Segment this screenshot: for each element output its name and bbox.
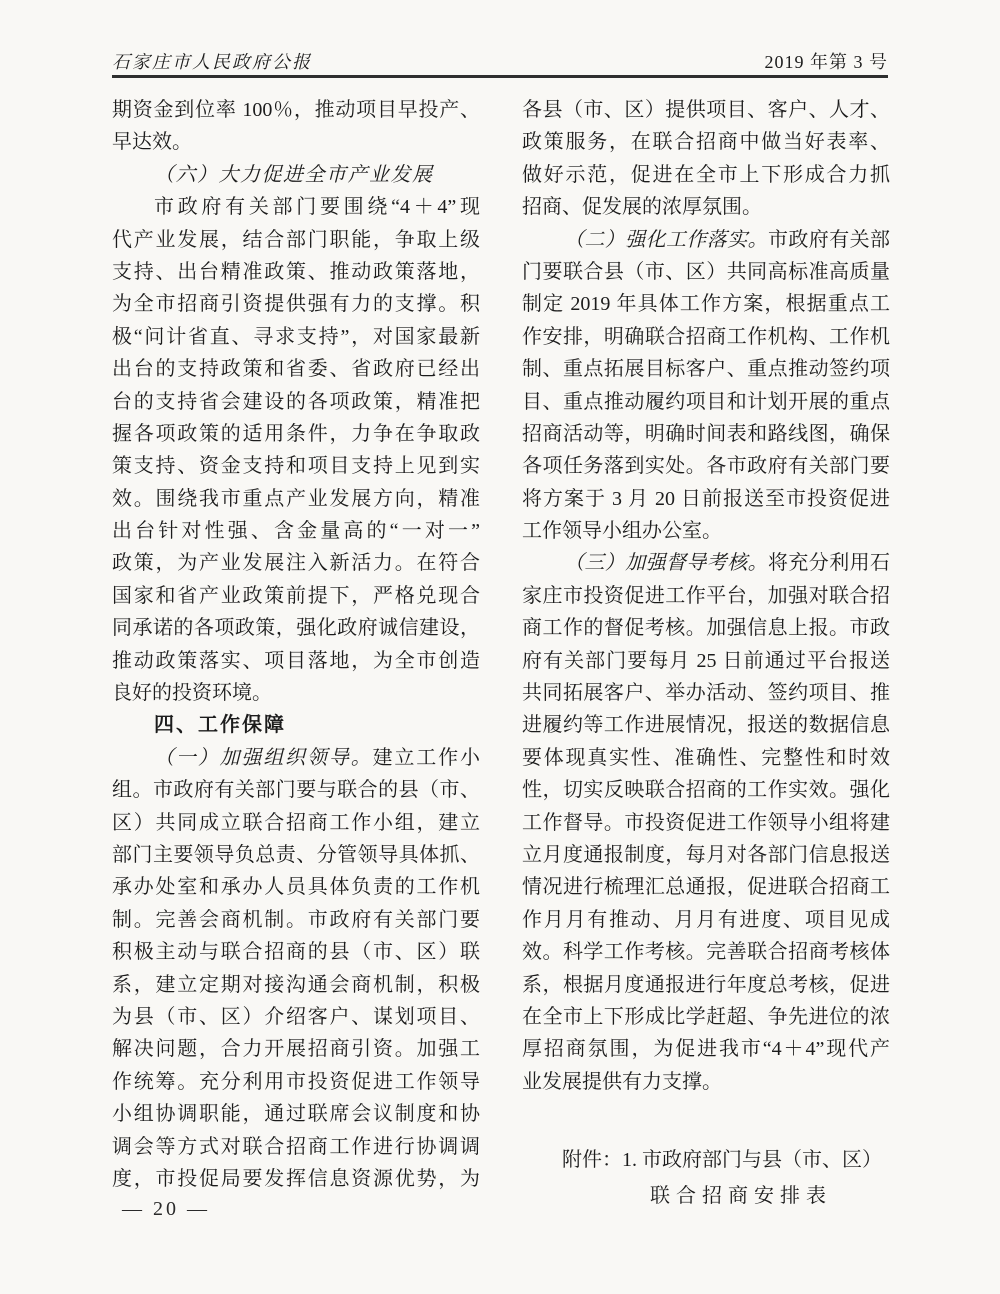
gazette-title: 石家庄市人民政府公报 — [112, 52, 312, 72]
text-run: 将方案于 3 月 20 日前报送至市投资促进 — [522, 487, 890, 510]
text-run: 出台针对性强、含金量高的“一对一” — [112, 520, 480, 543]
text-line — [522, 94, 890, 126]
text-run: 商工作的督促考核。加强信息上报。市政 — [522, 617, 890, 640]
text-run: （六）大力促进全市产业发展 — [154, 163, 434, 186]
text-run: 推动政策落实、项目落地，为全市创造 — [112, 649, 480, 672]
text-line — [522, 1178, 890, 1214]
text-run: 同承诺的各项政策，强化政府诚信建设， — [112, 617, 480, 640]
text-run: 附件：1. 市政府部门与县（市、区） — [562, 1149, 882, 1172]
text-line — [112, 742, 480, 774]
text-line — [112, 126, 480, 158]
text-run: 在全市上下形成比学赶超、争先进位的浓 — [522, 1005, 890, 1028]
text-line — [522, 353, 890, 385]
text-line — [522, 483, 890, 515]
text-run: 支持、出台精准政策、推动政策落地， — [112, 260, 480, 283]
text-line — [112, 1163, 480, 1195]
text-run: 目、重点推动履约项目和计划开展的重点 — [522, 390, 890, 413]
text-line — [112, 321, 480, 353]
text-run: 业发展提供有力支撑。 — [522, 1070, 722, 1093]
issue-number: 2019 年第 3 号 — [764, 52, 888, 72]
text-line — [112, 1033, 480, 1065]
text-line — [112, 353, 480, 385]
text-line — [112, 969, 480, 1001]
text-run: 区）共同成立联合招商工作小组，建立 — [112, 811, 480, 834]
text-line — [112, 612, 480, 644]
text-line — [112, 483, 480, 515]
text-line — [112, 94, 480, 126]
kai-emphasis-run: （三）加强督导考核。 — [564, 552, 768, 575]
text-run: 小组协调职能，通过联席会议制度和协 — [112, 1103, 480, 1126]
text-line — [112, 515, 480, 547]
text-run: 府有关部门要每月 25 日前通过平台报送 — [522, 649, 890, 672]
text-line — [112, 709, 480, 741]
text-line — [522, 969, 890, 1001]
text-line — [522, 1098, 890, 1142]
text-line — [112, 288, 480, 320]
text-line — [522, 159, 890, 191]
text-run: 情况进行梳理汇总通报，促进联合招商工 — [522, 876, 890, 899]
text-line — [112, 807, 480, 839]
text-line — [522, 709, 890, 741]
header-rule — [112, 75, 888, 78]
text-run: 组。市政府有关部门要与联合的县（市、 — [112, 779, 480, 802]
text-line — [522, 126, 890, 158]
text-run: 政策服务，在联合招商中做当好表率、 — [522, 131, 890, 154]
text-run: 国家和省产业政策前提下，严格兑现合 — [112, 584, 480, 607]
text-line — [522, 904, 890, 936]
text-run: 为县（市、区）介绍客户、谋划项目、 — [112, 1005, 480, 1028]
text-line — [522, 807, 890, 839]
text-line — [112, 904, 480, 936]
text-run: 系，根据月度通报进行年度总考核，促进 — [522, 973, 890, 996]
page-number: — 20 — — [122, 1198, 210, 1220]
text-run: 门要联合县（市、区）共同高标准高质量 — [522, 260, 890, 283]
text-run: 积极主动与联合招商的县（市、区）联 — [112, 941, 480, 964]
text-run: 将充分利用石 — [768, 552, 890, 575]
text-run: 四、工作保障 — [154, 714, 286, 737]
text-run: 解决问题，合力开展招商引资。加强工 — [112, 1038, 480, 1061]
text-line — [522, 224, 890, 256]
text-run: 立月度通报制度，每月对各部门信息报送 — [522, 843, 890, 866]
text-line — [112, 677, 480, 709]
text-run: 工作领导小组办公室。 — [522, 520, 722, 543]
text-line — [112, 224, 480, 256]
text-run: 家庄市投资促进工作平台，加强对联合招 — [522, 584, 890, 607]
text-line — [522, 256, 890, 288]
text-run: 期资金到位率 100％，推动项目早投产、 — [112, 99, 480, 121]
left-column — [112, 94, 480, 1195]
kai-emphasis-run: （二）强化工作落实。 — [564, 228, 768, 251]
text-line — [522, 612, 890, 644]
text-run: 策支持、资金支持和项目支持上见到实 — [112, 455, 480, 478]
kai-emphasis-run: （一）加强组织领导。 — [154, 746, 373, 769]
text-line — [112, 774, 480, 806]
text-line — [112, 1001, 480, 1033]
text-line — [522, 839, 890, 871]
text-run: 各项任务落到实处。各市政府有关部门要 — [522, 455, 890, 478]
text-line — [112, 386, 480, 418]
text-run: 做好示范，促进在全市上下形成合力抓 — [522, 163, 890, 186]
text-run: 效。围绕我市重点产业发展方向，精准 — [112, 487, 480, 510]
text-run: 制。完善会商机制。市政府有关部门要 — [112, 908, 480, 931]
text-line — [112, 1066, 480, 1098]
text-run: 要体现真实性、准确性、完整性和时效 — [522, 746, 890, 769]
text-line — [522, 871, 890, 903]
text-line — [112, 191, 480, 223]
text-run: 厚招商氛围，为促进我市“4＋4”现代产 — [522, 1038, 890, 1061]
text-line — [112, 645, 480, 677]
text-line — [522, 742, 890, 774]
text-run: 进履约等工作进展情况，报送的数据信息 — [522, 714, 890, 737]
text-line — [522, 191, 890, 223]
text-line — [112, 159, 480, 191]
text-run: 招商、促发展的浓厚氛围。 — [522, 196, 762, 219]
text-run: 政策，为产业发展注入新活力。在符合 — [112, 552, 480, 575]
text-line — [112, 871, 480, 903]
text-run: 市政府有关部 — [768, 228, 890, 251]
text-line — [522, 515, 890, 547]
text-run: 部门主要领导负总责、分管领导具体抓、 — [112, 843, 480, 866]
text-run: 作月月有推动、月月有进度、项目见成 — [522, 908, 890, 931]
text-run: 代产业发展，结合部门职能，争取上级 — [112, 228, 480, 251]
text-line — [522, 1033, 890, 1065]
text-run: 效。科学工作考核。完善联合招商考核体 — [522, 941, 890, 964]
text-line — [112, 580, 480, 612]
right-column — [522, 94, 890, 1214]
text-run: 度，市投促局要发挥信息资源优势，为 — [112, 1167, 480, 1190]
text-run: 各县（市、区）提供项目、客户、人才、 — [522, 99, 890, 121]
text-run: 联合招商安排表 — [650, 1185, 832, 1208]
text-run: 制、重点拓展目标客户、重点推动签约项 — [522, 358, 890, 381]
text-line — [112, 936, 480, 968]
text-run: 市政府有关部门要围绕“4＋4”现 — [154, 196, 480, 219]
text-run: 台的支持省会建设的各项政策，精准把 — [112, 390, 480, 413]
text-line — [522, 288, 890, 320]
text-run: 性，切实反映联合招商的工作实效。强化 — [522, 779, 890, 802]
text-line — [522, 774, 890, 806]
text-line — [522, 547, 890, 579]
text-run: 工作督导。市投资促进工作领导小组将建 — [522, 811, 890, 834]
text-run: 招商活动等，明确时间表和路线图，确保 — [522, 422, 890, 445]
text-run: 作安排，明确联合招商工作机构、工作机 — [522, 325, 890, 348]
text-run: 调会等方式对联合招商工作进行协调调 — [112, 1135, 480, 1158]
text-run: 制定 2019 年具体工作方案，根据重点工 — [522, 293, 890, 316]
text-line — [522, 677, 890, 709]
text-line — [112, 547, 480, 579]
text-line — [112, 450, 480, 482]
text-line — [522, 1066, 890, 1098]
text-line — [522, 386, 890, 418]
text-line — [522, 1142, 890, 1178]
text-line — [522, 321, 890, 353]
text-line — [522, 1001, 890, 1033]
text-line — [112, 256, 480, 288]
text-run: 出台的支持政策和省委、省政府已经出 — [112, 358, 480, 381]
text-run: 作统筹。充分利用市投资促进工作领导 — [112, 1070, 480, 1093]
text-line — [112, 1098, 480, 1130]
text-run: 承办处室和承办人员具体负责的工作机 — [112, 876, 480, 899]
text-run: 共同拓展客户、举办活动、签约项目、推 — [522, 682, 890, 705]
page-header — [112, 48, 888, 74]
text-run: 良好的投资环境。 — [112, 682, 272, 705]
text-line — [522, 580, 890, 612]
text-line — [522, 450, 890, 482]
text-run: 建立工作小 — [372, 746, 481, 769]
text-run: 极“问计省直、寻求支持”，对国家最新 — [112, 325, 480, 348]
text-line — [112, 839, 480, 871]
text-line — [522, 418, 890, 450]
text-run: 为全市招商引资提供强有力的支撑。积 — [112, 293, 480, 316]
text-line — [522, 645, 890, 677]
text-line — [112, 1131, 480, 1163]
text-run: 系，建立定期对接沟通会商机制，积极 — [112, 973, 480, 996]
text-line — [522, 936, 890, 968]
text-run: 早达效。 — [112, 131, 192, 154]
text-line — [112, 418, 480, 450]
text-run: 握各项政策的适用条件，力争在争取政 — [112, 422, 480, 445]
